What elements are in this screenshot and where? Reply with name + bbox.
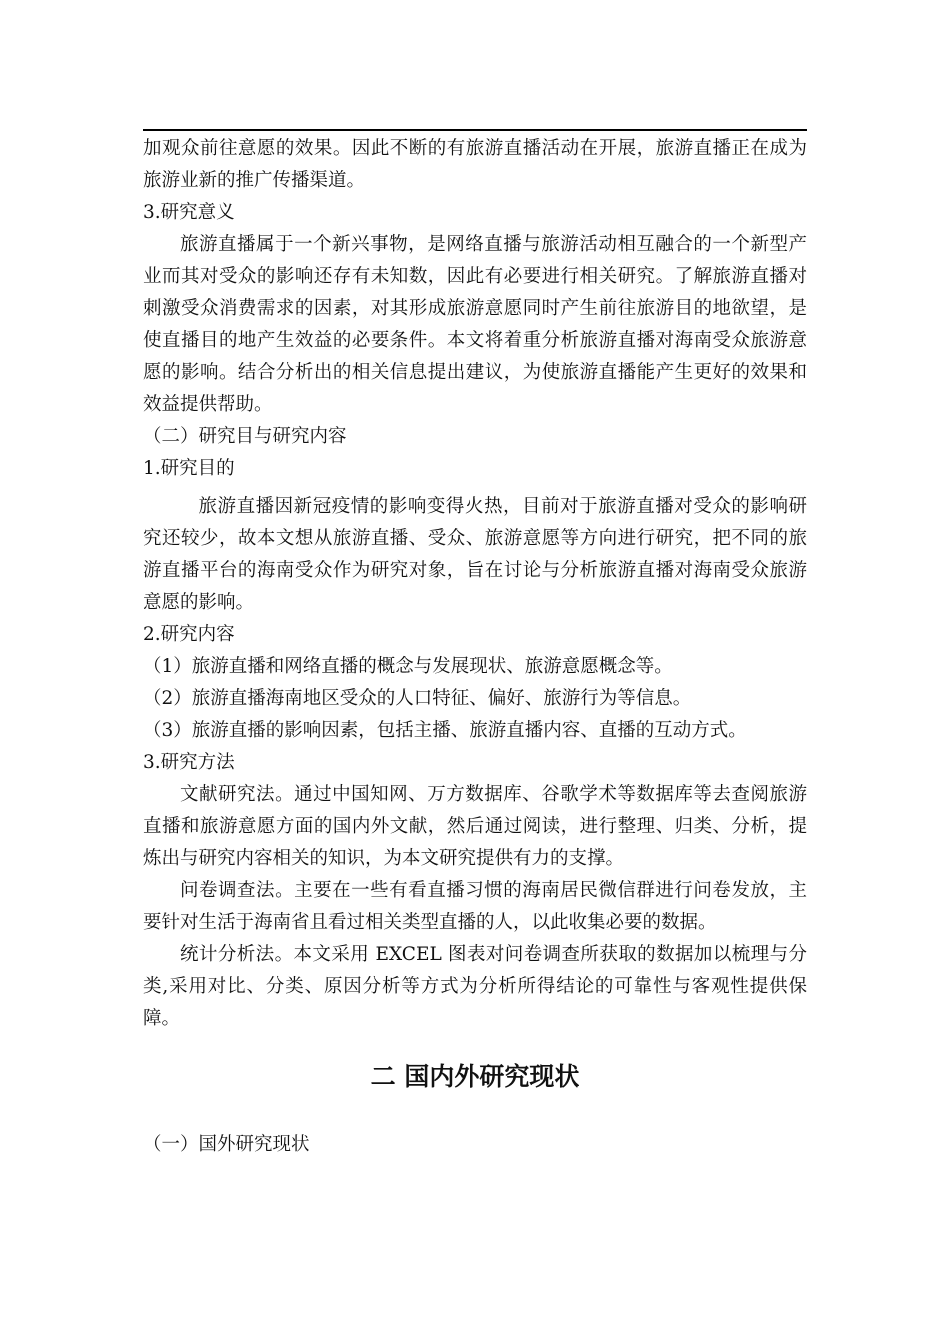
section-two-heading: （二）研究目与研究内容 xyxy=(143,426,347,447)
content-item-1: （1）旅游直播和网络直播的概念与发展现状、旅游意愿概念等。 xyxy=(143,656,673,677)
methods-heading: 3.研究方法 xyxy=(143,752,235,773)
purpose-heading: 1.研究目的 xyxy=(143,458,235,479)
chapter-two-subheading: （一）国外研究现状 xyxy=(143,1134,310,1155)
method-survey-paragraph: 问卷调查法。主要在一些有看直播习惯的海南居民微信群进行问卷发放，主要针对生活于海南省且看过相关类型直播的人，以此收集必要的数据。 xyxy=(143,880,807,933)
method-statistics-paragraph: 统计分析法。本文采用 EXCEL 图表对问卷调查所获取的数据加以梳理与分类,采用对比、分类、原因分析等方式为分析所得结论的可靠性与客观性提供保障。 xyxy=(143,944,807,1029)
significance-paragraph: 旅游直播属于一个新兴事物，是网络直播与旅游活动相互融合的一个新型产业而其对受众的影响还存有未知数，因此有必要进行相关研究。了解旅游直播对刺激受众消费需求的因素，对其形成旅游意愿同时产生前往旅游目的地欲望，是使直播目的地产生效益的必要条件。本文将着重分析旅游直播对海南受众旅游意愿的影响。结合分析出的相关信息提出建议，为使旅游直播能产生更好的效果和效益提供帮助。 xyxy=(143,234,807,415)
page-content xyxy=(143,133,807,1161)
content-item-3: （3）旅游直播的影响因素，包括主播、旅游直播内容、直播的互动方式。 xyxy=(143,720,747,741)
method-literature-paragraph: 文献研究法。通过中国知网、万方数据库、谷歌学术等数据库等去查阅旅游直播和旅游意愿方面的国内外文献，然后通过阅读，进行整理、归类、分析，提炼出与研究内容相关的知识，为本文研究提供有力的支撑。 xyxy=(143,784,807,869)
chapter-two-heading: 二 国内外研究现状 xyxy=(370,1062,580,1091)
content-item-2: （2）旅游直播海南地区受众的人口特征、偏好、旅游行为等信息。 xyxy=(143,688,692,709)
content-heading: 2.研究内容 xyxy=(143,624,235,645)
header-rule xyxy=(143,129,807,131)
purpose-paragraph: 旅游直播因新冠疫情的影响变得火热，目前对于旅游直播对受众的影响研究还较少，故本文想从旅游直播、受众、旅游意愿等方向进行研究，把不同的旅游直播平台的海南受众作为研究对象，旨在讨论与分析旅游直播对海南受众旅游意愿的影响。 xyxy=(143,496,807,613)
significance-heading: 3.研究意义 xyxy=(143,202,235,223)
continuation-paragraph: 加观众前往意愿的效果。因此不断的有旅游直播活动在开展，旅游直播正在成为旅游业新的推广传播渠道。 xyxy=(143,138,807,191)
